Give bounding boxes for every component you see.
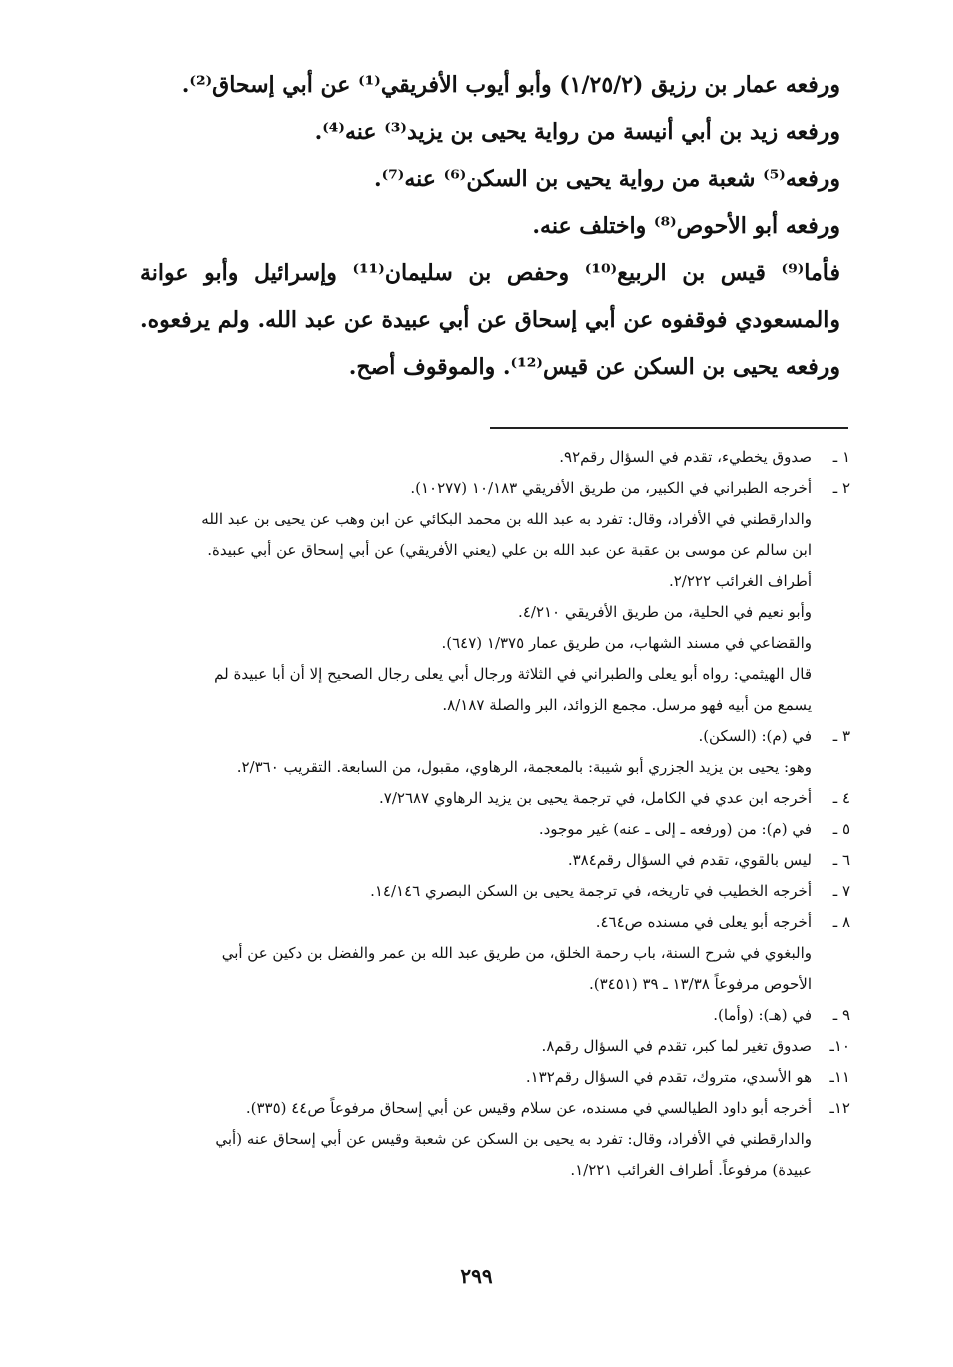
footnote-text: في (م): (السكن). bbox=[698, 727, 812, 745]
main-line-3: ورفعه⁽⁵⁾ شعبة من رواية يحيى بن السكن⁽⁶⁾ عنه⁽⁷⁾. bbox=[373, 166, 840, 192]
footnote-11 bbox=[138, 1062, 850, 1093]
footnote-text: والقضاعي في مسند الشهاب، من طريق عمار ١/٣٧٥ (٦٤٧). bbox=[441, 634, 812, 652]
main-line-6: والمسعودي فوقفوه عن أبي إسحاق عن أبي عبيدة عن عبد الله. ولم يرفعوه. bbox=[140, 307, 840, 333]
footnote-text: قال الهيثمي: رواه أبو يعلى والطبراني في الثلاثة ورجال أبي يعلى رجال الصحيح إلا أن أبا عبيدة لم bbox=[214, 665, 812, 683]
footnote-number: ١٠ـ bbox=[829, 1037, 850, 1055]
footnote-5 bbox=[138, 814, 850, 845]
footnote-text: وأبو نعيم في الحلية، من طريق الأفريقي ٤/٢١٠. bbox=[518, 603, 812, 621]
footnote-text: أخرجه الطبراني في الكبير، من طريق الأفريقي ١٠/١٨٣ (١٠٢٧٧). bbox=[410, 479, 812, 497]
footnote-text: والدارقطني في الأفراد، وقال: تفرد به عبد الله بن محمد البكائي عن ابن وهب عن يحيى بن عبد الله bbox=[201, 510, 812, 528]
footnote-number: ١٢ـ bbox=[829, 1099, 850, 1117]
footnote-4 bbox=[138, 783, 850, 814]
footnote-separator bbox=[490, 427, 848, 429]
footnote-7 bbox=[138, 876, 850, 907]
footnote-number: ٦ ـ bbox=[832, 851, 850, 869]
footnote-text: الأحوص مرفوعاً ١٣/٣٨ ـ ٣٩ (٣٤٥١). bbox=[589, 975, 812, 993]
footnote-number: ٤ ـ bbox=[832, 789, 850, 807]
main-line-2: ورفعه زيد بن أبي أنيسة من رواية يحيى بن يزيد⁽³⁾ عنه⁽⁴⁾. bbox=[314, 119, 840, 145]
footnote-number: ٣ ـ bbox=[832, 727, 850, 745]
footnote-text: أخرجه ابن عدي في الكامل، في ترجمة يحيى بن يزيد الرهاوي ٧/٢٦٨٧. bbox=[379, 789, 812, 807]
footnote-text: صدوق تغير لما كبر، تقدم في السؤال رقم٨. bbox=[541, 1037, 812, 1055]
page-number: ٢٩٩ bbox=[460, 1264, 493, 1288]
footnotes bbox=[138, 442, 850, 1186]
footnote-text: والدارقطني في الأفراد، وقال: تفرد به يحيى بن السكن عن شعبة وقيس عن أبي إسحاق عنه (أبي bbox=[215, 1130, 812, 1148]
footnote-number: ٢ ـ bbox=[832, 479, 850, 497]
footnote-text: أخرجه أبو داود الطيالسي في مسنده، عن سلام وقيس عن أبي إسحاق مرفوعاً ص٤٤ (٣٣٥). bbox=[245, 1099, 812, 1117]
footnote-12 bbox=[138, 1093, 850, 1186]
footnote-number: ٨ ـ bbox=[832, 913, 850, 931]
footnote-text: صدوق يخطيء، تقدم في السؤال رقم٩٢. bbox=[559, 448, 812, 466]
main-line-7: ورفعه يحيى بن السكن عن قيس⁽¹²⁾. والموقوف أصح. bbox=[348, 354, 840, 380]
footnote-1 bbox=[138, 442, 850, 473]
footnote-10 bbox=[138, 1031, 850, 1062]
main-line-5: فأما⁽⁹⁾ قيس بن الربيع⁽¹⁰⁾ وحفص بن سليمان⁽¹¹⁾ وإسرائيل وأبو عوانة bbox=[140, 260, 840, 286]
footnote-8 bbox=[138, 907, 850, 1000]
footnote-text: أطراف الغرائب ٢/٢٢٢. bbox=[668, 572, 812, 590]
footnote-text: يسمع من أبيه فهو مرسل. مجمع الزوائد، البر والصلة ٨/١٨٧. bbox=[442, 696, 812, 714]
main-text bbox=[140, 62, 840, 391]
footnote-text: ابن سالم عن موسى بن عقبة عن عبد الله بن علي (يعني الأفريقي) عن أبي إسحاق عن أبي عبيدة. bbox=[207, 541, 812, 559]
footnote-6 bbox=[138, 845, 850, 876]
footnote-number: ٩ ـ bbox=[832, 1006, 850, 1024]
footnote-2 bbox=[138, 473, 850, 721]
footnote-text: في (م): من (ورفعه ـ إلى ـ عنه) غير موجود. bbox=[538, 820, 812, 838]
main-line-4: ورفعه أبو الأحوص⁽⁸⁾ واختلف عنه. bbox=[532, 213, 840, 239]
footnote-number: ١ ـ bbox=[832, 448, 850, 466]
footnote-text: عبيدة) مرفوعاً. أطراف الغرائب ١/٢٢١. bbox=[570, 1161, 812, 1179]
footnote-text: أخرجه أبو يعلى في مسنده ص٤٦٤. bbox=[595, 913, 812, 931]
footnote-text: وهو: يحيى بن يزيد الجزري أبو شيبة: بالمعجمة، الرهاوي، مقبول، من السابعة. التقريب ٢/٣٦٠. bbox=[236, 758, 812, 776]
footnote-3 bbox=[138, 721, 850, 783]
footnote-number: ١١ـ bbox=[829, 1068, 850, 1086]
footnote-text: والبغوي في شرح السنة، باب رحمة الخلق، من طريق عبد الله بن عمر والفضل بن دكين عن أبي bbox=[221, 944, 812, 962]
footnote-text: أخرجه الخطيب في تاريخه، في ترجمة يحيى بن السكن البصري ١٤/١٤٦. bbox=[370, 882, 812, 900]
footnote-text: هو الأسدي، متروك، تقدم في السؤال رقم١٣٢. bbox=[525, 1068, 812, 1086]
footnote-text: في (هـ): (وأما). bbox=[713, 1006, 812, 1024]
footnote-number: ٥ ـ bbox=[832, 820, 850, 838]
footnote-number: ٧ ـ bbox=[832, 882, 850, 900]
footnote-text: ليس بالقوي، تقدم في السؤال رقم٣٨٤. bbox=[567, 851, 812, 869]
footnote-9 bbox=[138, 1000, 850, 1031]
main-line-1: ورفعه عمار بن رزيق (١/٢٥/٢) وأبو أيوب الأفريقي⁽¹⁾ عن أبي إسحاق⁽²⁾. bbox=[181, 72, 840, 98]
